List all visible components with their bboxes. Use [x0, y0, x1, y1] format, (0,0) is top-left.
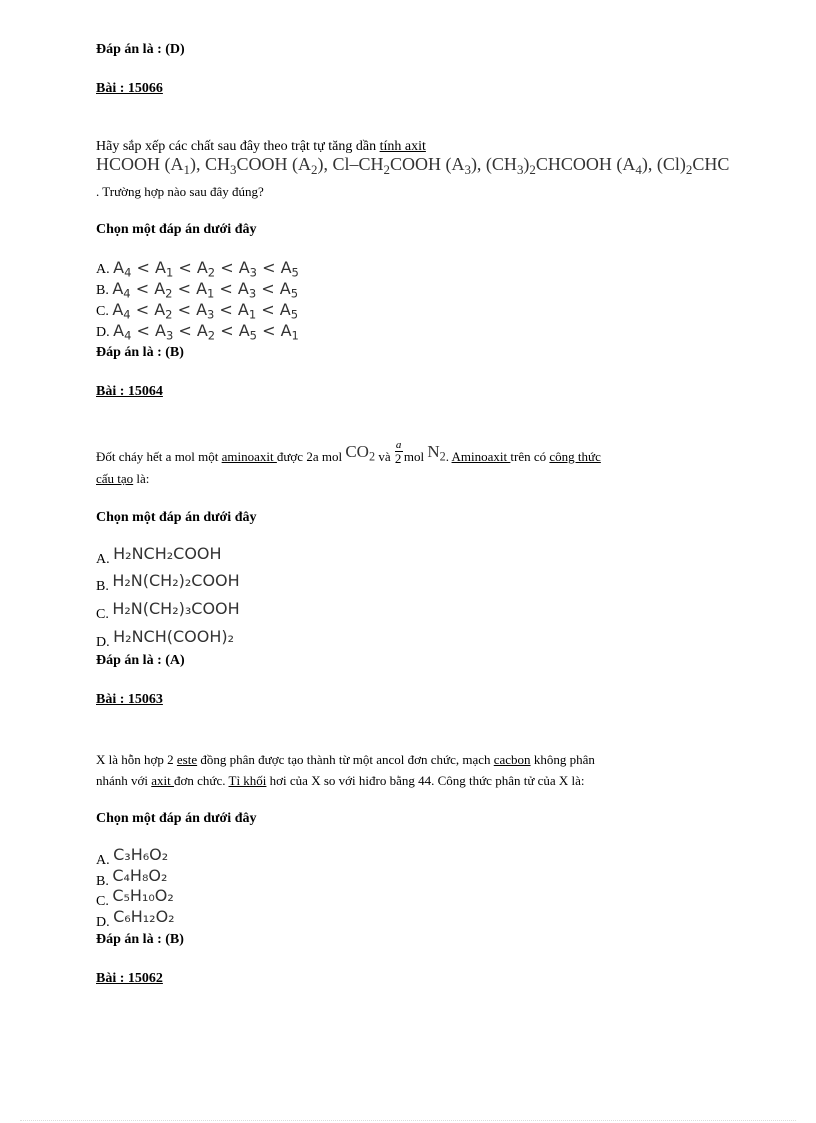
link-cau-tao[interactable]: cấu tạo [96, 471, 134, 486]
link-este[interactable]: este [176, 752, 198, 767]
option-letter: A. [96, 853, 114, 868]
option-a[interactable] [96, 258, 299, 278]
question-title-15064[interactable]: Bài : 15064 [96, 384, 163, 399]
link-axit[interactable]: axit [151, 773, 175, 788]
question-text-line2: nhánh với axit đơn chức. Tỉ khối hơi của X so với hiđro bằng 44. Công thức phân tử của X là: [96, 773, 585, 788]
option-letter: D. [96, 915, 114, 930]
previous-answer: Đáp án là : (D) [96, 42, 185, 57]
option-formula: H₂NCH(COOH)₂ [113, 627, 235, 646]
option-formula: $A_4 < A_2 < A_1 < A_3 < A_5$ [112, 279, 299, 301]
option-b[interactable] [96, 571, 240, 595]
choose-label: Chọn một đáp án dưới đây [96, 222, 257, 237]
link-tinh-axit[interactable]: tính axit [379, 139, 426, 154]
choose-label: Chọn một đáp án dưới đây [96, 811, 257, 826]
link-aminoaxit-2[interactable]: Aminoaxit [451, 449, 511, 464]
question-text-end: . Trường hợp nào sau đây đúng? [96, 184, 264, 199]
link-ti-khoi[interactable]: Tỉ khối [228, 773, 267, 788]
option-formula: H₂N(CH₂)₃COOH [112, 599, 240, 618]
option-formula: C₃H₆O₂ [113, 845, 169, 864]
option-c[interactable] [96, 300, 298, 320]
option-letter: B. [96, 874, 113, 889]
page-bottom-divider [20, 1120, 796, 1121]
acid-formula-line: HCOOH $(A_1)$, $CH_3COOH$ $(A_2)$, $Cl-CH_2COOH$ $(A_3)$, $(CH_3)_2CHCOOH$ $(A_4)$, $(Cl)_2CHC$ [96, 154, 730, 177]
option-formula: C₄H₈O₂ [112, 866, 168, 885]
link-cacbon[interactable]: cacbon [493, 752, 531, 767]
option-formula: H₂NCH₂COOH [113, 544, 222, 563]
formula-n2: $N_2$ [427, 442, 446, 464]
choose-label: Chọn một đáp án dưới đây [96, 510, 257, 525]
option-formula: H₂N(CH₂)₂COOH [112, 571, 240, 590]
question-title-15062[interactable]: Bài : 15062 [96, 971, 163, 986]
option-formula: C₆H₁₂O₂ [113, 907, 175, 926]
question-text-part: Hãy sắp xếp các chất sau đây theo trật tự tăng dần [96, 139, 380, 154]
answer-q1: Đáp án là : (B) [96, 345, 184, 360]
question-title-15066[interactable]: Bài : 15066 [96, 81, 163, 96]
link-aminoaxit[interactable]: aminoaxit [221, 449, 277, 464]
option-letter: C. [96, 304, 113, 319]
option-letter: D. [96, 325, 114, 340]
option-d[interactable] [96, 907, 175, 931]
option-a[interactable] [96, 544, 222, 568]
option-letter: D. [96, 635, 114, 650]
option-letter: A. [96, 262, 114, 277]
option-formula: $A_4 < A_3 < A_2 < A_5 < A_1$ [113, 321, 299, 343]
formula-co2: $CO_2$ [345, 442, 376, 464]
link-cong-thuc[interactable]: công thức [549, 449, 601, 464]
fraction-a-over-2: $\frac{a}{2}$ [394, 439, 402, 466]
question-text [96, 139, 426, 155]
answer-q2: Đáp án là : (A) [96, 653, 185, 668]
option-b[interactable] [96, 279, 298, 299]
question-text-line1: X là hỗn hợp 2 este đồng phân được tạo thành từ một ancol đơn chức, mạch cacbon không phân [96, 752, 595, 767]
question-text-line1: Đốt cháy hết a mol một aminoaxit được 2a mol $CO_2$ và $\frac{a}{2}$ mol $N_2$. Aminoaxit trên có công thức [96, 439, 601, 466]
question-text-line2: cấu tạo là: [96, 471, 150, 486]
option-letter: A. [96, 552, 114, 567]
option-formula: $A_4 < A_1 < A_2 < A_3 < A_5$ [113, 258, 299, 280]
option-letter: C. [96, 894, 113, 909]
option-d[interactable] [96, 627, 235, 651]
option-d[interactable] [96, 321, 299, 341]
question-title-15063[interactable]: Bài : 15063 [96, 692, 163, 707]
option-letter: B. [96, 579, 113, 594]
option-c[interactable] [96, 599, 240, 623]
option-formula: $A_4 < A_2 < A_3 < A_1 < A_5$ [112, 300, 299, 322]
option-letter: C. [96, 607, 113, 622]
answer-q3: Đáp án là : (B) [96, 932, 184, 947]
option-formula: C₅H₁₀O₂ [112, 886, 174, 905]
option-letter: B. [96, 283, 113, 298]
